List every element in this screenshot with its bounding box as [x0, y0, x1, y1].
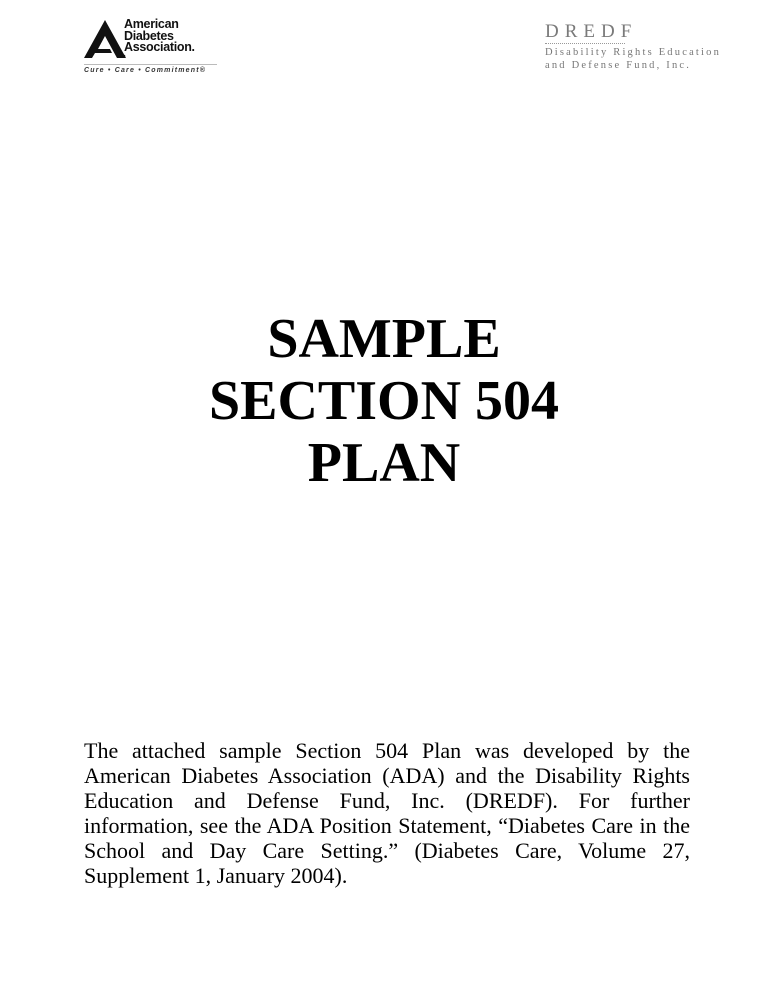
- dredf-name-line-2: and Defense Fund, Inc.: [545, 60, 692, 71]
- title-line-2: SECTION 504: [208, 370, 560, 432]
- ada-name-line-1: American: [124, 17, 179, 31]
- title-line-3: PLAN: [307, 432, 461, 494]
- dredf-name-line-1: Disability Rights Education: [545, 47, 722, 58]
- title-line-1: SAMPLE: [267, 308, 501, 370]
- dredf-logo: [545, 22, 721, 72]
- intro-paragraph-block: [84, 738, 690, 888]
- dredf-acronym: DREDF: [545, 21, 638, 42]
- ada-name: [124, 19, 195, 54]
- ada-logo: [84, 18, 234, 78]
- ada-name-line-2: Diabetes: [124, 28, 174, 43]
- ada-divider: [84, 64, 217, 65]
- dredf-dotted-rule: [545, 43, 625, 44]
- document-title: [0, 308, 768, 494]
- ada-tagline: Cure • Care • Commitment®: [84, 67, 207, 74]
- ada-name-line-3: Association.: [124, 40, 195, 54]
- intro-paragraph: The attached sample Section 504 Plan was developed by the American Diabetes Association (ADA) and the Disability Rights Education and Defense Fund, Inc. (DREDF). For further information, see the ADA Position Statement, “Diabetes Care in the School and Day Care Setting.” (Diabetes Care, Volume 27, Supplement 1, January 2004).: [84, 738, 690, 888]
- ada-triangle-icon: [84, 20, 126, 58]
